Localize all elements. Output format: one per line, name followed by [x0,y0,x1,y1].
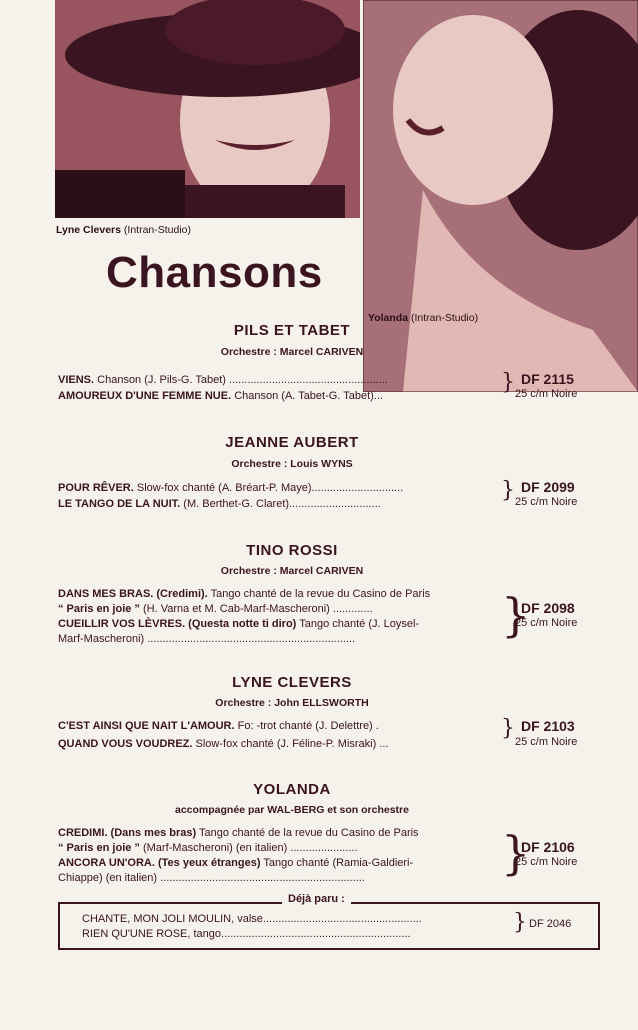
orchestra-line: Orchestre : Louis WYNS [231,458,353,470]
brace: } [513,910,527,935]
catalog-number: DF 2099 [521,479,575,495]
brace: } [501,478,515,503]
song-line: AMOUREUX D'UNE FEMME NUE. Chanson (A. Tabet-G. Tabet)... [58,390,383,402]
artist-heading: TINO ROSSI [246,542,338,559]
deja-paru-label: Déjà paru : [282,893,351,905]
record-speed: 25 c/m Noire [515,388,578,400]
song-line: VIENS. Chanson (J. Pils-G. Tabet) .................................................... [58,374,388,386]
artist-heading: JEANNE AUBERT [225,434,359,451]
photo-lyne-clevers [55,0,360,218]
song-line: ANCORA UN'ORA. (Tes yeux étranges) Tango chanté (Ramia-Galdieri- [58,857,414,869]
artist-heading: LYNE CLEVERS [232,674,352,691]
artist-heading: YOLANDA [253,781,331,798]
song-line: DANS MES BRAS. (Credimi). Tango chanté de la revue du Casino de Paris [58,588,431,600]
song-line: “ Paris en joie ” (Marf-Mascheroni) (en italien) ...................... [58,842,358,854]
brace: } [501,826,531,880]
orchestra-line: Orchestre : John ELLSWORTH [215,697,369,709]
orchestra-line: Orchestre : Marcel CARIVEN [220,346,364,358]
orchestra-line: Orchestre : Marcel CARIVEN [220,565,364,577]
record-speed: 25 c/m Noire [515,496,578,508]
caption-yolanda: Yolanda (Intran-Studio) [368,312,479,324]
orchestra-line: accompagnée par WAL-BERG et son orchestre [175,804,409,816]
brace: } [501,716,515,741]
brace: } [501,588,531,642]
record-speed: 25 c/m Noire [515,856,578,868]
page-title: Chansons [106,248,323,297]
catalog-number: DF 2106 [521,839,575,855]
caption-lyne-clevers: Lyne Clevers (Intran-Studio) [56,224,192,236]
song-line: Chiappe) (en italien) ................................................................... [58,872,365,884]
catalog-number: DF 2098 [521,600,575,616]
song-line: POUR RÊVER. Slow-fox chanté (A. Bréart-P. Maye).............................. [58,482,404,494]
artist-heading: PILS ET TABET [233,322,351,339]
song-line: CREDIMI. (Dans mes bras) Tango chanté de la revue du Casino de Paris [58,827,419,839]
record-speed: 25 c/m Noire [515,617,578,629]
song-line: LE TANGO DE LA NUIT. (M. Berthet-G. Claret).............................. [58,498,381,510]
song-line: “ Paris en joie ” (H. Varna et M. Cab-Marf-Mascheroni) ............. [58,603,373,615]
record-speed: 25 c/m Noire [515,736,578,748]
catalog-number: DF 2046 [529,918,572,930]
song-line: Marf-Mascheroni) .................................................................... [58,633,356,645]
song-line: QUAND VOUS VOUDREZ. Slow-fox chanté (J. Féline-P. Misraki) ... [58,738,389,750]
deja-paru-line: CHANTE, MON JOLI MOULIN, valse.................................................... [82,913,422,925]
song-line: C'EST AINSI QUE NAIT L'AMOUR. Fo: -trot chanté (J. Delettre) . [58,720,379,732]
song-line: CUEILLIR VOS LÈVRES. (Questa notte ti diro) Tango chanté (J. Loysel- [58,618,420,630]
catalog-number: DF 2103 [521,718,575,734]
brace: } [501,370,515,395]
deja-paru-line: RIEN QU'UNE ROSE, tango.............................................................. [82,928,411,940]
catalog-number: DF 2115 [521,371,574,387]
